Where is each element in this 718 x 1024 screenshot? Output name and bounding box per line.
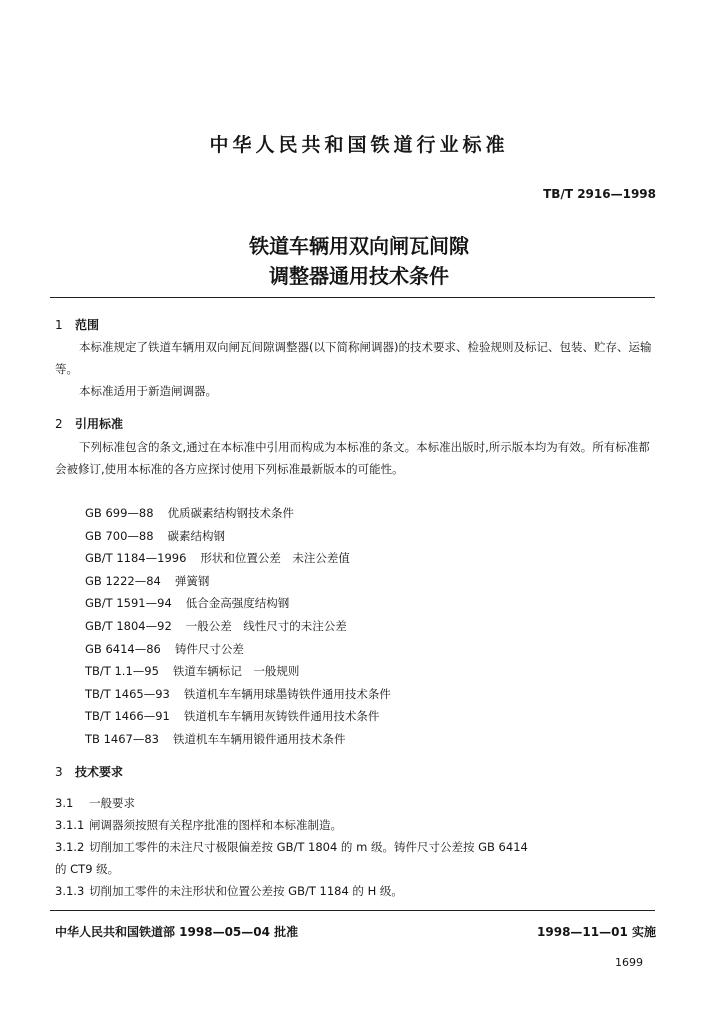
reference-item xyxy=(85,592,391,615)
reference-code: TB 1467—83 xyxy=(85,731,159,746)
section-3-number: 3 xyxy=(55,765,63,779)
reference-item xyxy=(85,570,391,593)
section-2-paragraph: 下列标准包含的条文,通过在本标准中引用而构成为本标准的条文。本标准出版时,所示版本均为有效。所有标准都会被修订,使用本标准的各方应探讨使用下列标准最新版本的可能性。 xyxy=(55,440,650,476)
section-2-title: 引用标准 xyxy=(75,417,124,431)
reference-item xyxy=(85,728,391,751)
reference-code: GB 700—88 xyxy=(85,528,154,543)
reference-title: 形状和位置公差 未注公差值 xyxy=(200,551,350,566)
title-divider xyxy=(50,297,655,298)
clause-item xyxy=(55,883,403,899)
document-title-line-1: 铁道车辆用双向闸瓦间隙 xyxy=(249,234,469,258)
reference-title: 碳素结构钢 xyxy=(167,528,226,543)
section-1-paragraph-1: 本标准规定了铁道车辆用双向闸瓦间隙调整器(以下简称闸调器)的技术要求、检验规则及标记、包装、贮存、运输等。 xyxy=(55,340,652,376)
reference-code: GB/T 1591—94 xyxy=(85,596,172,611)
clause-item xyxy=(55,795,135,811)
reference-title: 铁道机车车辆用锻件通用技术条件 xyxy=(172,731,346,746)
clause-text: 切削加工零件的未注形状和位置公差按 GB/T 1184 的 H 级。 xyxy=(89,884,403,898)
footer-divider xyxy=(50,910,655,911)
reference-item xyxy=(85,683,391,706)
reference-item xyxy=(85,705,391,728)
reference-title: 铁道机车车辆用球墨铸铁件通用技术条件 xyxy=(183,686,391,701)
reference-title: 铁道机车车辆用灰铸铁件通用技术条件 xyxy=(183,709,380,724)
clause-text: 闸调器须按照有关程序批准的图样和本标准制造。 xyxy=(89,818,342,832)
reference-title: 弹簧钢 xyxy=(174,573,210,588)
clause-text: 的 CT9 级。 xyxy=(55,862,120,876)
section-2-heading xyxy=(55,415,123,432)
section-1-paragraph-2: 本标准适用于新造闸调器。 xyxy=(79,384,217,398)
clause-number: 3.1 xyxy=(55,796,74,810)
reference-code: TB/T 1466—91 xyxy=(85,709,170,724)
reference-item xyxy=(85,502,391,525)
reference-item xyxy=(85,525,391,548)
standard-code: TB/T 2916—1998 xyxy=(543,187,656,201)
reference-code: GB/T 1804—92 xyxy=(85,618,172,633)
clause-item xyxy=(55,839,528,855)
reference-code: TB/T 1465—93 xyxy=(85,686,170,701)
section-2-number: 2 xyxy=(55,417,63,431)
clause-text: 切削加工零件的未注尺寸极限偏差按 GB/T 1804 的 m 级。铸件尺寸公差按 GB 6414 xyxy=(89,840,528,854)
clause-item xyxy=(55,817,342,833)
reference-item xyxy=(85,660,391,683)
clause-number: 3.1.2 xyxy=(55,840,85,854)
section-3-title: 技术要求 xyxy=(75,765,124,779)
document-title-line-2: 调整器通用技术条件 xyxy=(269,264,449,288)
clause-number: 3.1.3 xyxy=(55,884,85,898)
reference-code: GB 6414—86 xyxy=(85,641,161,656)
reference-title: 优质碳素结构钢技术条件 xyxy=(167,506,295,520)
clause-continuation xyxy=(55,861,119,877)
reference-title: 低合金高强度结构钢 xyxy=(185,596,290,611)
clause-number: 3.1.1 xyxy=(55,818,85,832)
reference-code: GB 699—88 xyxy=(85,506,154,520)
section-1-title: 范围 xyxy=(75,318,100,332)
reference-title: 铸件尺寸公差 xyxy=(174,641,244,656)
reference-code: TB/T 1.1—95 xyxy=(85,664,159,679)
reference-code: GB 1222—84 xyxy=(85,573,161,588)
reference-list xyxy=(85,502,391,751)
reference-title: 一般公差 线性尺寸的未注公差 xyxy=(185,618,347,633)
approval-line: 中华人民共和国铁道部 1998—05—04 批准 xyxy=(55,925,299,939)
clause-text: 一般要求 xyxy=(89,796,135,810)
reference-code: GB/T 1184—1996 xyxy=(85,551,187,566)
reference-item xyxy=(85,615,391,638)
implementation-date: 1998—11—01 实施 xyxy=(537,925,656,939)
page-number: 1699 xyxy=(615,956,643,969)
reference-item xyxy=(85,547,391,570)
standard-category-title: 中华人民共和国铁道行业标准 xyxy=(209,134,509,156)
section-1-number: 1 xyxy=(55,318,63,332)
reference-item xyxy=(85,638,391,661)
reference-title: 铁道车辆标记 一般规则 xyxy=(172,664,300,679)
section-3-heading xyxy=(55,763,123,780)
section-1-heading xyxy=(55,316,99,333)
